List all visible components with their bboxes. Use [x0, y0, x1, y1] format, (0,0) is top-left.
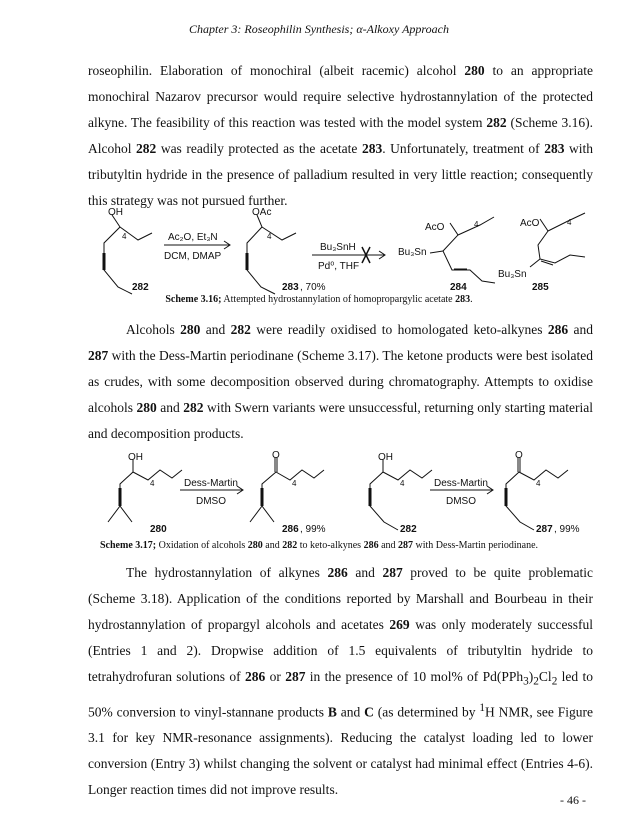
compound-label: 282	[132, 282, 149, 293]
paragraph-3: The hydrostannylation of alkynes 286 and 287 proved to be quite problematic (Scheme 3.18). Application of the conditions reported by Marshall and Bourbeau in their hydrostannylation of propargyl alcohols and acetates 269 was only moderately successful (Entries 1 and 2). Dropwise addition of 1.5 equivalents of tributyltin hydride to tetrahydrofuran solutions of 286 or 287 in the presence of 10 mol% of $Pd(PPh_3)_2Cl_2$ led to 50% conversion to vinyl-stannane products B and C (as determined by $^1$H NMR, see Figure 3.1 for key NMR-resonance assignments). Reducing the catalyst loading led to lower conversion (Entry 3) whilst changing the solvent or catalyst had minimal effect (Entries 4-6). Longer reaction times did not improve results.	[88, 565, 594, 798]
o-label: O	[272, 450, 280, 461]
oh-label: OH	[128, 452, 143, 463]
scheme-caption: Scheme 3.16; Attempted hydrostannylation of homopropargylic acetate 283.	[165, 294, 473, 305]
solvent-label: Pd⁰, THF	[318, 261, 360, 272]
running-header: Chapter 3: Roseophilin Synthesis; α-Alkoxy Approach	[189, 22, 449, 36]
compound-ref: 283	[361, 141, 383, 156]
compound-ref: 287	[285, 669, 306, 684]
bu3sn-label: Bu₃Sn	[398, 247, 427, 258]
compound-label: 285	[532, 282, 549, 293]
compound-label: 287	[536, 524, 553, 535]
paragraph-2: Alcohols 280 and 282 were readily oxidised to homologated keto-alkynes 286 and 287 with the Dess-Martin periodinane (Scheme 3.17). The ketone products were best isolated as crudes, with some decomposition observed during chromatography. Attempts to oxidise alcohols 280 and 282 with Swern variants were unsuccessful, returning only starting material and decomposition products.	[88, 322, 593, 441]
compound-ref: C	[364, 704, 374, 720]
compound-ref: 280	[464, 63, 485, 78]
compound-label: 283	[282, 282, 299, 293]
bu3sn-label: Bu₃Sn	[498, 269, 527, 280]
svg-text:, 99%: , 99%	[300, 524, 326, 535]
svg-text:, 99%: , 99%	[554, 524, 580, 535]
scheme-caption: Scheme 3.17; Oxidation of alcohols 280 and 282 to keto-alkynes 286 and 287 with Dess-Martin periodinane.	[99, 540, 539, 551]
solvent-label: DCM, DMAP	[164, 251, 222, 262]
svg-text:, 70%: , 70%	[300, 282, 326, 293]
svg-text:4: 4	[474, 220, 479, 229]
compound-ref: 282	[136, 141, 157, 156]
o-label: O	[515, 450, 523, 461]
compound-ref: 283	[544, 141, 565, 156]
reagent-label: Dess-Martin	[434, 478, 488, 489]
aco-label: AcO	[520, 218, 540, 229]
oac-label: OAc	[252, 207, 272, 218]
page-number: - 46 -	[560, 793, 586, 807]
compound-ref: B	[327, 704, 337, 720]
paragraph-1: roseophilin. Elaboration of monochiral (albeit racemic) alcohol 280 to an appropriate monochiral Nazarov precursor would require selective hydrostannylation of the protected alkyne. The feasibility of this reaction was tested with the model system 282 (Scheme 3.16). Alcohol 282 was readily protected as the acetate 283. Unfortunately, treatment of 283 with tributyltin hydride in the presence of palladium resulted in very little reaction; consequently this strategy was not pursued further.	[88, 63, 593, 208]
compound-ref: 269	[389, 617, 410, 632]
compound-ref: 282	[183, 400, 204, 415]
compound-ref: 280	[136, 400, 157, 415]
compound-ref: 287	[382, 565, 403, 580]
compound-ref: 287	[88, 348, 109, 363]
svg-text:4: 4	[567, 218, 572, 227]
solvent-label: DMSO	[446, 496, 476, 507]
reagent-label: Dess-Martin	[184, 478, 238, 489]
scheme-3-17	[0, 448, 638, 538]
oh-label: OH	[378, 452, 393, 463]
oh-label: OH	[108, 207, 123, 218]
svg-text:4: 4	[292, 479, 297, 488]
compound-ref: 282	[230, 322, 251, 337]
aco-label: AcO	[425, 222, 445, 233]
reagent-label: Ac₂O, Et₃N	[168, 232, 218, 243]
solvent-label: DMSO	[196, 496, 226, 507]
svg-text:4: 4	[536, 479, 541, 488]
scheme-3-16	[0, 195, 638, 295]
compound-ref: 280	[180, 322, 201, 337]
svg-text:4: 4	[267, 232, 272, 241]
compound-label: 284	[450, 282, 467, 293]
compound-ref: 286	[327, 565, 348, 580]
svg-text:4: 4	[150, 479, 155, 488]
compound-ref: 286	[547, 322, 569, 337]
svg-text:4: 4	[400, 479, 405, 488]
compound-ref: 282	[486, 115, 507, 130]
svg-text:4: 4	[122, 232, 127, 241]
compound-label: 282	[400, 524, 417, 535]
reagent-label: Bu₃SnH	[320, 242, 356, 253]
compound-label: 286	[282, 524, 299, 535]
compound-label: 280	[150, 524, 167, 535]
compound-ref: 286	[245, 669, 266, 684]
